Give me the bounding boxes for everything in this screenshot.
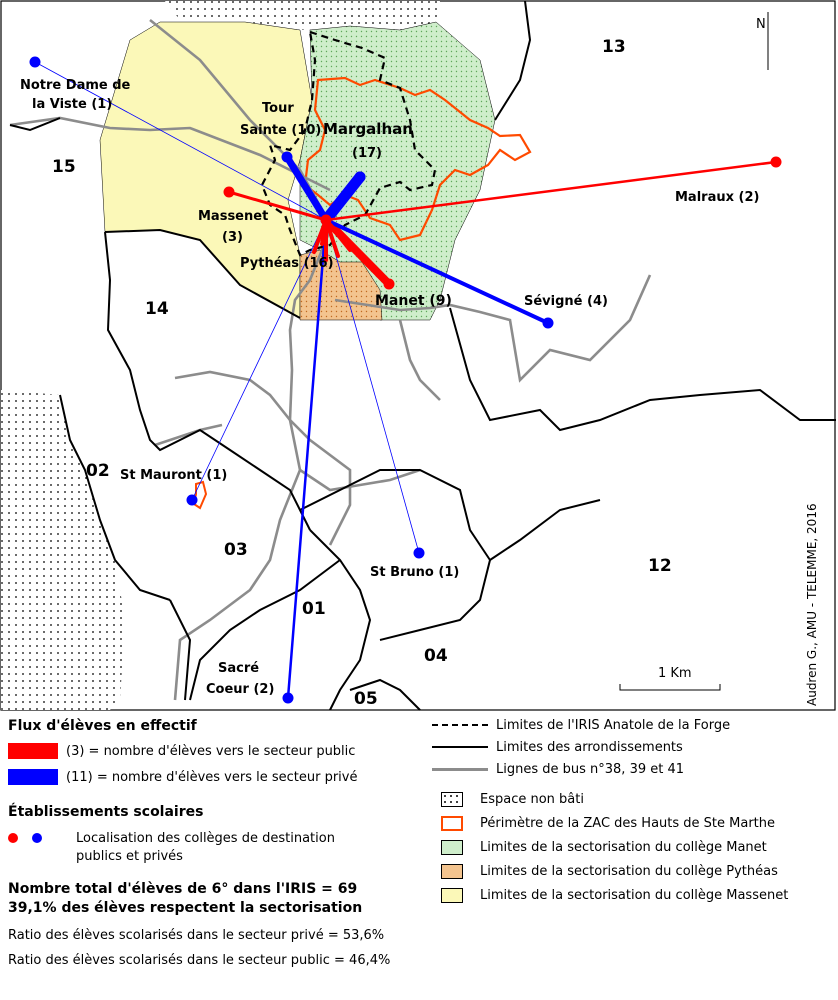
legend-zac-label: Périmètre de la ZAC des Hauts de Ste Marthe	[480, 815, 776, 831]
legend-non-bati	[432, 788, 832, 810]
private-flux-swatch	[8, 769, 58, 785]
legend-zac	[432, 812, 832, 834]
etab-desc-1: Localisation des collèges de destination	[76, 831, 335, 846]
legend-right	[432, 714, 832, 906]
college-point-margalhan	[355, 172, 366, 183]
total-students: Nombre total d'élèves de 6° dans l'IRIS = 69	[8, 881, 358, 897]
legend-manet	[432, 836, 832, 858]
college-point-pytheas	[321, 215, 332, 226]
legend-pytheas-label: Limites de la sectorisation du collège Pythéas	[480, 863, 778, 879]
arr-label-03: 03	[224, 540, 248, 560]
college-label-manet: Manet (9)	[375, 293, 452, 309]
public-college-dot	[8, 833, 18, 843]
public-flux-swatch	[8, 743, 58, 759]
college-label-pytheas: Pythéas (16)	[240, 256, 334, 271]
college-label-sacre-coeur-2: Coeur (2)	[206, 682, 275, 697]
college-point-sacre-coeur	[283, 693, 294, 704]
ratio-private: Ratio des élèves scolarisés dans le secteur privé = 53,6%	[8, 928, 385, 943]
flux-private-label: (11) = nombre d'élèves vers le secteur privé	[66, 769, 358, 785]
flux-public-label: (3) = nombre d'élèves vers le secteur public	[66, 743, 356, 759]
legend-massenet-label: Limites de la sectorisation du collège Massenet	[480, 887, 789, 903]
legend-non-bati-label: Espace non bâti	[480, 791, 584, 807]
college-label-st-bruno: St Bruno (1)	[370, 565, 460, 580]
legend-pytheas	[432, 860, 832, 882]
arr-label-01: 01	[302, 599, 326, 619]
legend-arr	[432, 736, 832, 758]
college-point-tour-sainte	[282, 152, 293, 163]
arr-label-15: 15	[52, 157, 76, 177]
ratio-public: Ratio des élèves scolarisés dans le secteur public = 46,4%	[8, 953, 391, 968]
legend-bus-label: Lignes de bus n°38, 39 et 41	[496, 761, 685, 777]
college-label-massenet: Massenet	[198, 209, 269, 224]
college-point-st-mauront	[187, 495, 198, 506]
private-college-dot	[32, 833, 42, 843]
college-point-massenet	[224, 187, 235, 198]
college-label-sevigne: Sévigné (4)	[524, 294, 608, 309]
arr-label-02: 02	[86, 461, 110, 481]
pytheas-swatch	[441, 864, 463, 879]
college-label-malraux: Malraux (2)	[675, 190, 760, 205]
legend-left	[8, 714, 428, 968]
etab-row	[8, 830, 428, 866]
legend-arr-label: Limites des arrondissements	[496, 739, 683, 755]
college-label-tour-sainte-2: Sainte (10)	[240, 123, 322, 138]
legend-iris-label: Limites de l'IRIS Anatole de la Forge	[496, 717, 731, 733]
non-bati-swatch	[441, 792, 463, 807]
etab-title: Établissements scolaires	[8, 804, 204, 820]
college-label-notre-dame-2: la Viste (1)	[32, 97, 113, 112]
college-point-manet	[384, 279, 395, 290]
flux-private-row	[8, 766, 428, 788]
massenet-swatch	[441, 888, 463, 903]
flux-title: Flux d'élèves en effectif	[8, 718, 197, 734]
scale-label: 1 Km	[658, 666, 692, 681]
college-label-st-mauront: St Mauront (1)	[120, 468, 228, 483]
college-label-margalhan: Margalhan	[323, 120, 413, 138]
college-label-massenet-2: (3)	[222, 230, 243, 245]
legend-massenet	[432, 884, 832, 906]
north-label: N	[756, 17, 766, 32]
college-point-st-bruno	[414, 548, 425, 559]
legend-bus	[432, 758, 832, 780]
arr-label-13: 13	[602, 37, 626, 57]
arr-label-05: 05	[354, 689, 378, 709]
author-credit: Audren G., AMU - TELEMME, 2016	[805, 503, 819, 706]
legend-manet-label: Limites de la sectorisation du collège Manet	[480, 839, 767, 855]
college-label-sacre-coeur: Sacré	[218, 661, 260, 676]
college-label-notre-dame: Notre Dame de	[20, 78, 131, 93]
legend-iris	[432, 714, 832, 736]
college-point-notre-dame	[30, 57, 41, 68]
college-label-margalhan-2: (17)	[352, 146, 382, 161]
college-point-malraux	[771, 157, 782, 168]
arr-label-12: 12	[648, 556, 672, 576]
arr-label-04: 04	[424, 646, 448, 666]
manet-swatch	[441, 840, 463, 855]
etab-desc-2: publics et privés	[76, 849, 183, 864]
college-label-tour-sainte: Tour	[262, 101, 294, 116]
zac-swatch	[441, 816, 463, 831]
arr-label-14: 14	[145, 299, 169, 319]
flux-public-row	[8, 740, 428, 762]
sectorisation-respect: 39,1% des élèves respectent la sectorisation	[8, 900, 363, 916]
college-point-sevigne	[543, 318, 554, 329]
